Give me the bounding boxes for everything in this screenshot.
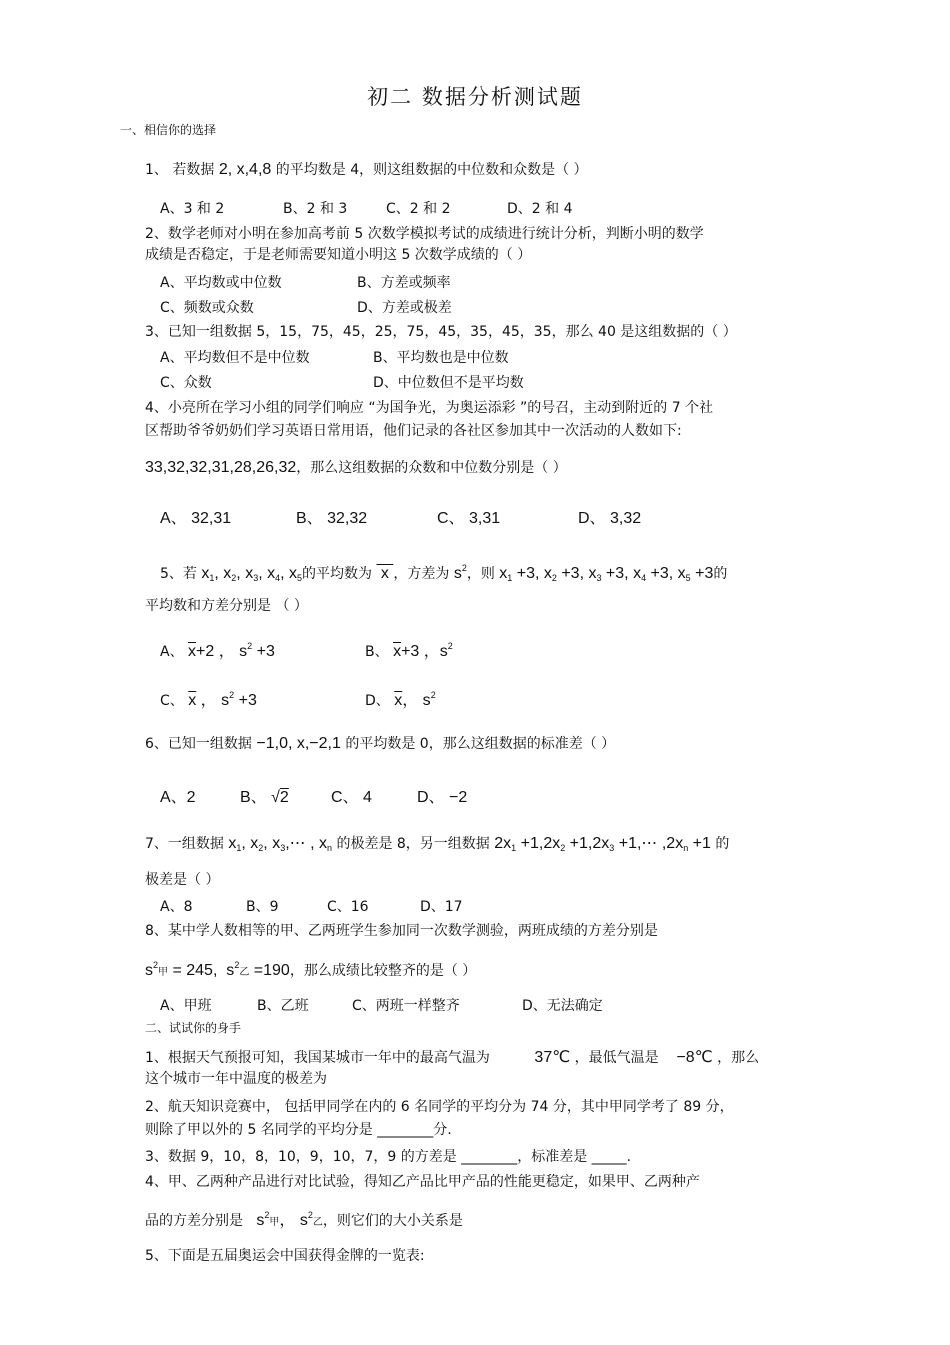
question-1-option-c: C、2 和 2	[386, 201, 451, 217]
question-7-option-c: C、16	[327, 899, 369, 915]
question-8-line-2: $s^2$甲 = 245, $s^2$乙 =190，那么成绩比较整齐的是（ ）	[145, 960, 477, 979]
question-1-option-b: B、2 和 3	[283, 201, 348, 217]
question-6-option-c: C、 4	[331, 789, 372, 806]
fill-2-line-2: 则除了甲以外的 5 名同学的平均分是 ________分.	[145, 1122, 452, 1138]
question-5-option-c: C、 $\overline{x}$ ， $s^2 +3$	[160, 690, 257, 709]
question-5-option-a: A、 $\overline{x}+2$ ， $s^2 +3$	[160, 641, 275, 660]
section-heading-skills: 二、试试你的身手	[145, 1021, 242, 1035]
question-7-option-a: A、8	[160, 899, 193, 915]
question-2-line-1: 2、数学老师对小明在参加高考前 5 次数学模拟考试的成绩进行统计分析，判断小明的数学	[145, 226, 704, 242]
sqrt-symbol: √	[271, 789, 280, 806]
question-5-stem: 5、若 $x_1$, $x_2$, $x_3$, $x_4$, $x_5$的平均数为 x ，方差为 $s^2$，则 $x_1 +3$, $x_2 +3$, $x_3 +3$, $x_4 +3$, $x_5 +3$的	[160, 563, 728, 583]
question-2-option-c: C、频数或众数	[160, 300, 254, 316]
question-4-line-2: 区帮助爷爷奶奶们学习英语日常用语，他们记录的各社区参加其中一次活动的人数如下:	[145, 423, 682, 439]
fill-5-line: 5、下面是五届奥运会中国获得金牌的一览表:	[145, 1248, 425, 1264]
fill-3-line: 3、数据 9，10，8，10，9，10，7，9 的方差是 ________，标准差是 _____.	[145, 1149, 632, 1165]
fill-1-line-1: 1、根据天气预报可知，我国某城市一年中的最高气温为 37℃ ，最低气温是 −8℃ ，那么	[145, 1049, 760, 1066]
question-3-stem: 3、已知一组数据 5，15，75，45，25，75，45，35，45，35，那么 40 是这组数据的（ ）	[145, 324, 737, 340]
question-8-option-c: C、两班一样整齐	[352, 998, 460, 1014]
question-4-option-b: B、 32,32	[296, 510, 368, 527]
question-5-line-2: 平均数和方差分别是 （ ）	[145, 598, 308, 614]
question-7-stem: 7、一组数据 $x_1$, $x_2$, $x_3,\cdots$ , $x_n$ 的极差是 8，另一组数据 $2x_1 +1,2x_2 +1,2x_3$ +1,⋯ $,2x_n +1$ 的	[145, 835, 730, 853]
question-6-option-b: B、 √2	[240, 789, 289, 806]
question-3-option-d: D、中位数但不是平均数	[373, 375, 524, 391]
question-5-option-d: D、 $\overline{x}$， $s^2$	[365, 690, 436, 709]
question-4-option-c: C、 3,31	[437, 510, 501, 527]
question-6-option-a: A、2	[160, 789, 196, 806]
question-2-option-b: B、方差或频率	[357, 275, 451, 291]
question-7-line-2: 极差是（ ）	[145, 872, 220, 888]
question-4-option-a: A、 32,31	[160, 510, 232, 527]
fill-4-line-1: 4、甲、乙两种产品进行对比试验，得知乙产品比甲产品的性能更稳定，如果甲、乙两种产	[145, 1174, 700, 1190]
question-8-option-b: B、乙班	[257, 998, 309, 1014]
question-2-line-2: 成绩是否稳定，于是老师需要知道小明这 5 次数学成绩的（ ）	[145, 247, 532, 263]
question-8-option-d: D、无法确定	[522, 998, 603, 1014]
page-title: 初二 数据分析测试题	[367, 85, 583, 109]
question-1-option-a: A、3 和 2	[160, 201, 225, 217]
question-1-stem: 1、 若数据 2, x,4,8 的平均数是 4，则这组数据的中位数和众数是（ ）	[145, 161, 588, 178]
fill-4-line-2: 品的方差分别是 $s^2$甲， $s^2$乙，则它们的大小关系是	[145, 1210, 463, 1229]
question-3-option-b: B、平均数也是中位数	[373, 350, 509, 366]
question-5-option-b: B、 $\overline{x}+3$ ，$s^2$	[365, 641, 453, 660]
fill-1-line-2: 这个城市一年中温度的极差为	[145, 1071, 327, 1087]
question-6-option-d: D、 −2	[417, 789, 468, 806]
question-8-line-1: 8、某中学人数相等的甲、乙两班学生参加同一次数学测验，两班成绩的方差分别是	[145, 923, 658, 939]
question-2-option-d: D、方差或极差	[357, 300, 452, 316]
question-7-option-d: D、17	[420, 899, 463, 915]
section-heading-choice: 一、相信你的选择	[120, 123, 217, 137]
question-1-option-d: D、2 和 4	[507, 201, 573, 217]
fill-2-line-1: 2、航天知识竞赛中， 包括甲同学在内的 6 名同学的平均分为 74 分，其中甲同学考了 89 分，	[145, 1099, 734, 1115]
question-6-stem: 6、已知一组数据 −1,0, x,−2,1 的平均数是 0，那么这组数据的标准差（ ）	[145, 735, 616, 752]
question-4-line-3: 33,32,32,31,28,26,32，那么这组数据的众数和中位数分别是（ ）	[145, 459, 567, 476]
question-7-option-b: B、9	[246, 899, 279, 915]
question-8-option-a: A、甲班	[160, 998, 212, 1014]
question-4-line-1: 4、小亮所在学习小组的同学们响应 “为国争光，为奥运添彩 ”的号召，主动到附近的 7 个社	[145, 400, 714, 416]
question-2-option-a: A、平均数或中位数	[160, 275, 282, 291]
question-3-option-c: C、众数	[160, 375, 212, 391]
question-4-option-d: D、 3,32	[578, 510, 642, 527]
question-3-option-a: A、平均数但不是中位数	[160, 350, 310, 366]
